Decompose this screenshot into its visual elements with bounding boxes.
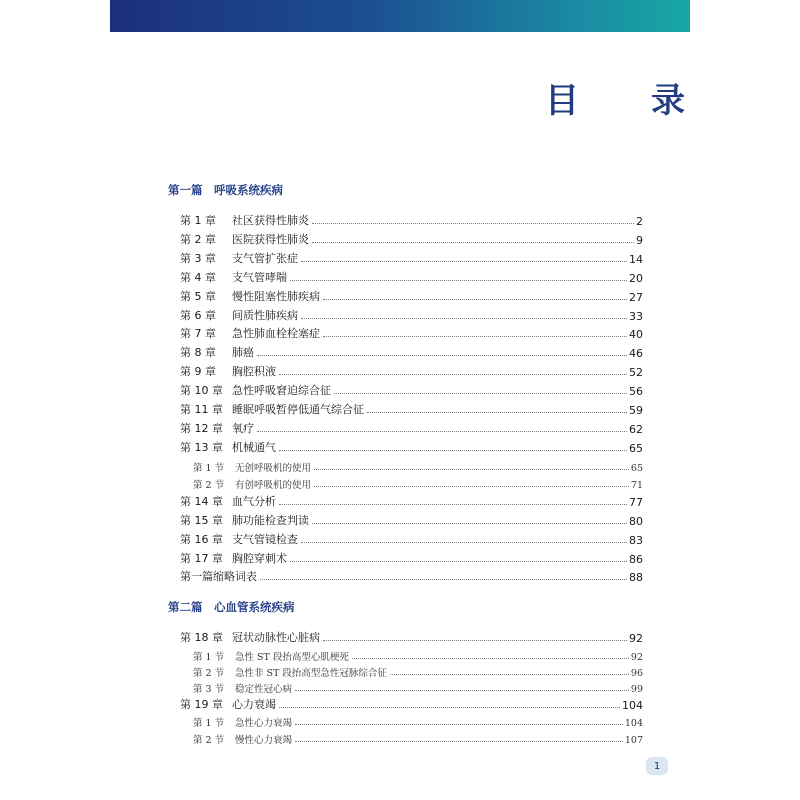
dot-leader <box>279 503 627 505</box>
page-ref: 14 <box>629 252 643 266</box>
chapter-title: 医院获得性肺炎 <box>232 232 309 246</box>
dot-leader <box>323 335 627 337</box>
toc-chapter-row[interactable] <box>0 493 800 509</box>
chapter-number: 第 10 章 <box>180 384 223 398</box>
section-title: 有创呼吸机的使用 <box>235 480 312 492</box>
toc-entry-label <box>180 382 331 398</box>
page-ref: 86 <box>629 552 643 566</box>
dot-leader <box>312 522 627 524</box>
toc-section-row[interactable] <box>0 475 800 491</box>
toc-entry-label <box>180 212 309 228</box>
section-number: 第 1 节 <box>193 651 225 663</box>
chapter-title: 肺功能检查判读 <box>232 513 309 527</box>
dot-leader <box>290 560 627 562</box>
page-ref: 27 <box>629 290 643 304</box>
toc-entry-label <box>180 231 309 247</box>
toc-entry-label <box>180 401 364 417</box>
chapter-title: 急性肺血栓栓塞症 <box>232 327 320 341</box>
page-ref: 46 <box>629 347 643 361</box>
chapter-number: 第 11 章 <box>180 403 223 416</box>
section-number: 第 1 节 <box>193 462 225 474</box>
toc-section-row[interactable] <box>0 663 800 679</box>
toc-section-row[interactable] <box>0 713 800 729</box>
toc-chapter-row[interactable] <box>0 531 800 547</box>
page-ref: 9 <box>636 233 643 247</box>
chapter-title: 支气管哮喘 <box>232 270 287 284</box>
toc-chapter-row[interactable] <box>0 382 800 398</box>
header-color-bar <box>110 0 690 32</box>
toc-section-row[interactable] <box>0 458 800 474</box>
dot-leader <box>257 354 627 356</box>
page-ref: 92 <box>630 651 643 663</box>
dot-leader <box>352 657 629 659</box>
dot-leader <box>260 578 627 580</box>
toc-chapter-row[interactable] <box>0 288 800 304</box>
chapter-number: 第 15 章 <box>180 513 223 527</box>
section-title: 急性心力衰竭 <box>235 718 293 730</box>
chapter-number: 第 13 章 <box>180 440 223 454</box>
toc-entry-label <box>193 460 311 474</box>
toc-chapter-row[interactable] <box>0 344 800 360</box>
page-title-char-1: 目 <box>545 80 579 121</box>
page-ref: 33 <box>629 309 643 323</box>
dot-leader <box>279 449 627 451</box>
section-number: 第 2 节 <box>193 734 225 746</box>
chapter-number: 第 4 章 <box>180 270 216 284</box>
dot-leader <box>301 541 627 543</box>
section-number: 第 2 节 <box>193 667 225 679</box>
section-title: 急性 ST 段抬高型心肌梗死 <box>235 651 349 663</box>
toc-entry-label <box>180 420 254 436</box>
toc-entry-label <box>180 531 298 547</box>
toc-entry-label <box>193 649 349 663</box>
toc-entry-label <box>180 629 320 645</box>
page-ref: 83 <box>629 533 643 547</box>
dot-leader <box>390 673 629 675</box>
page-ref: 107 <box>624 734 643 746</box>
page-ref: 59 <box>629 404 643 417</box>
toc-chapter-row[interactable] <box>0 363 800 379</box>
dot-leader <box>295 723 623 725</box>
page-title-char-2: 录 <box>651 80 685 121</box>
toc-chapter-row[interactable] <box>0 212 800 228</box>
toc-entry-label <box>180 307 298 323</box>
toc-entry-label <box>193 477 311 491</box>
toc-chapter-row[interactable] <box>0 325 800 341</box>
page-ref: 104 <box>622 698 643 712</box>
chapter-title: 第一篇缩略词表 <box>180 570 257 584</box>
toc-entry-label <box>193 715 292 729</box>
toc-entry-label <box>180 696 276 712</box>
toc-entry-label <box>180 344 254 360</box>
toc-entry-label <box>180 512 309 528</box>
chapter-title: 慢性阻塞性肺疾病 <box>232 289 320 303</box>
toc-entry-label <box>180 568 257 584</box>
dot-leader <box>279 706 620 708</box>
page-number-badge <box>646 757 668 775</box>
toc-entry-label <box>180 288 320 304</box>
page-ref: 80 <box>629 514 643 528</box>
toc-chapter-row[interactable] <box>0 231 800 247</box>
chapter-title: 间质性肺疾病 <box>232 308 298 322</box>
chapter-title: 心力衰竭 <box>232 697 276 711</box>
toc-chapter-row[interactable] <box>0 307 800 323</box>
chapter-number: 第 9 章 <box>180 365 216 379</box>
chapter-number: 第 19 章 <box>180 697 223 711</box>
toc-chapter-row[interactable] <box>0 269 800 285</box>
toc-chapter-row[interactable] <box>0 420 800 436</box>
dot-leader <box>314 485 629 487</box>
section-title: 急性非 ST 段抬高型急性冠脉综合征 <box>235 667 387 679</box>
dot-leader <box>312 241 634 243</box>
chapter-number: 第 16 章 <box>180 532 223 546</box>
page-ref: 56 <box>629 385 643 399</box>
page-ref: 104 <box>624 718 643 730</box>
dot-leader <box>367 411 627 413</box>
toc-entry-label <box>193 665 387 679</box>
toc-entry-label <box>180 250 298 266</box>
page-ref: 52 <box>629 366 643 380</box>
chapter-number: 第 1 章 <box>180 214 216 227</box>
page-ref: 20 <box>629 271 643 285</box>
dot-leader <box>301 317 627 319</box>
page-ref: 77 <box>629 495 643 509</box>
chapter-title: 肺癌 <box>232 346 254 360</box>
toc-section-row[interactable] <box>0 647 800 663</box>
page-ref: 65 <box>630 462 643 474</box>
chapter-number: 第 17 章 <box>180 551 223 565</box>
page-ref: 88 <box>629 571 643 585</box>
toc-chapter-row[interactable] <box>0 629 800 645</box>
page-ref: 40 <box>629 328 643 342</box>
page-title <box>545 72 685 122</box>
dot-leader <box>334 392 627 394</box>
page-ref: 65 <box>629 441 643 455</box>
section-number: 第 3 节 <box>193 684 225 696</box>
chapter-number: 第 2 章 <box>180 232 216 246</box>
dot-leader <box>257 430 627 432</box>
toc-chapter-row[interactable] <box>0 568 800 584</box>
chapter-number: 第 5 章 <box>180 289 216 303</box>
page-ref: 71 <box>630 480 643 492</box>
dot-leader <box>295 689 629 691</box>
chapter-title: 睡眠呼吸暂停低通气综合征 <box>232 403 364 416</box>
page-ref: 96 <box>630 667 643 679</box>
page-ref: 2 <box>636 215 643 228</box>
chapter-title: 胸腔穿刺术 <box>232 551 287 565</box>
chapter-number: 第 18 章 <box>180 631 223 644</box>
toc-entry-label <box>180 550 287 566</box>
chapter-title: 社区获得性肺炎 <box>232 214 309 227</box>
toc-entry-label <box>180 439 276 455</box>
chapter-title: 机械通气 <box>232 440 276 454</box>
toc-chapter-row[interactable] <box>0 696 800 712</box>
chapter-number: 第 8 章 <box>180 346 216 360</box>
chapter-number: 第 12 章 <box>180 421 223 435</box>
toc-entry-label <box>180 269 287 285</box>
toc-chapter-row[interactable] <box>0 401 800 417</box>
dot-leader <box>323 639 627 641</box>
chapter-title: 血气分析 <box>232 494 276 508</box>
section-title: 慢性心力衰竭 <box>235 734 293 746</box>
toc-chapter-row[interactable] <box>0 550 800 566</box>
toc-entry-label <box>193 681 292 695</box>
dot-leader <box>301 260 627 262</box>
section-number: 第 2 节 <box>193 480 225 492</box>
chapter-title: 氧疗 <box>232 421 254 435</box>
dot-leader <box>295 740 623 742</box>
chapter-number: 第 6 章 <box>180 308 216 322</box>
page-ref: 92 <box>629 632 643 645</box>
section-title: 无创呼吸机的使用 <box>235 462 312 474</box>
chapter-title: 急性呼吸窘迫综合征 <box>232 384 331 398</box>
toc-section-row[interactable] <box>0 730 800 746</box>
toc-chapter-row[interactable] <box>0 512 800 528</box>
toc-entry-label <box>193 732 292 746</box>
dot-leader <box>314 468 629 470</box>
toc-entry-label <box>180 363 276 379</box>
chapter-title: 冠状动脉性心脏病 <box>232 631 320 644</box>
chapter-title: 支气管扩张症 <box>232 251 298 265</box>
chapter-number: 第 3 章 <box>180 251 216 265</box>
dot-leader <box>312 222 634 224</box>
page-number: 1 <box>653 760 661 772</box>
part-heading-1: 第一篇 呼吸系统疾病 <box>168 183 283 197</box>
chapter-number: 第 14 章 <box>180 494 223 508</box>
toc-section-row[interactable] <box>0 679 800 695</box>
section-title: 稳定性冠心病 <box>235 684 293 696</box>
chapter-title: 支气管镜检查 <box>232 532 298 546</box>
section-number: 第 1 节 <box>193 718 225 730</box>
part-heading-2: 第二篇 心血管系统疾病 <box>168 600 295 614</box>
toc-entry-label <box>180 493 276 509</box>
toc-chapter-row[interactable] <box>0 250 800 266</box>
page-ref: 99 <box>630 684 643 696</box>
page-ref: 62 <box>629 422 643 436</box>
toc-entry-label <box>180 325 320 341</box>
dot-leader <box>323 298 627 300</box>
dot-leader <box>279 373 627 375</box>
dot-leader <box>290 279 627 281</box>
chapter-number: 第 7 章 <box>180 327 216 341</box>
toc-chapter-row[interactable] <box>0 439 800 455</box>
chapter-title: 胸腔积液 <box>232 365 276 379</box>
